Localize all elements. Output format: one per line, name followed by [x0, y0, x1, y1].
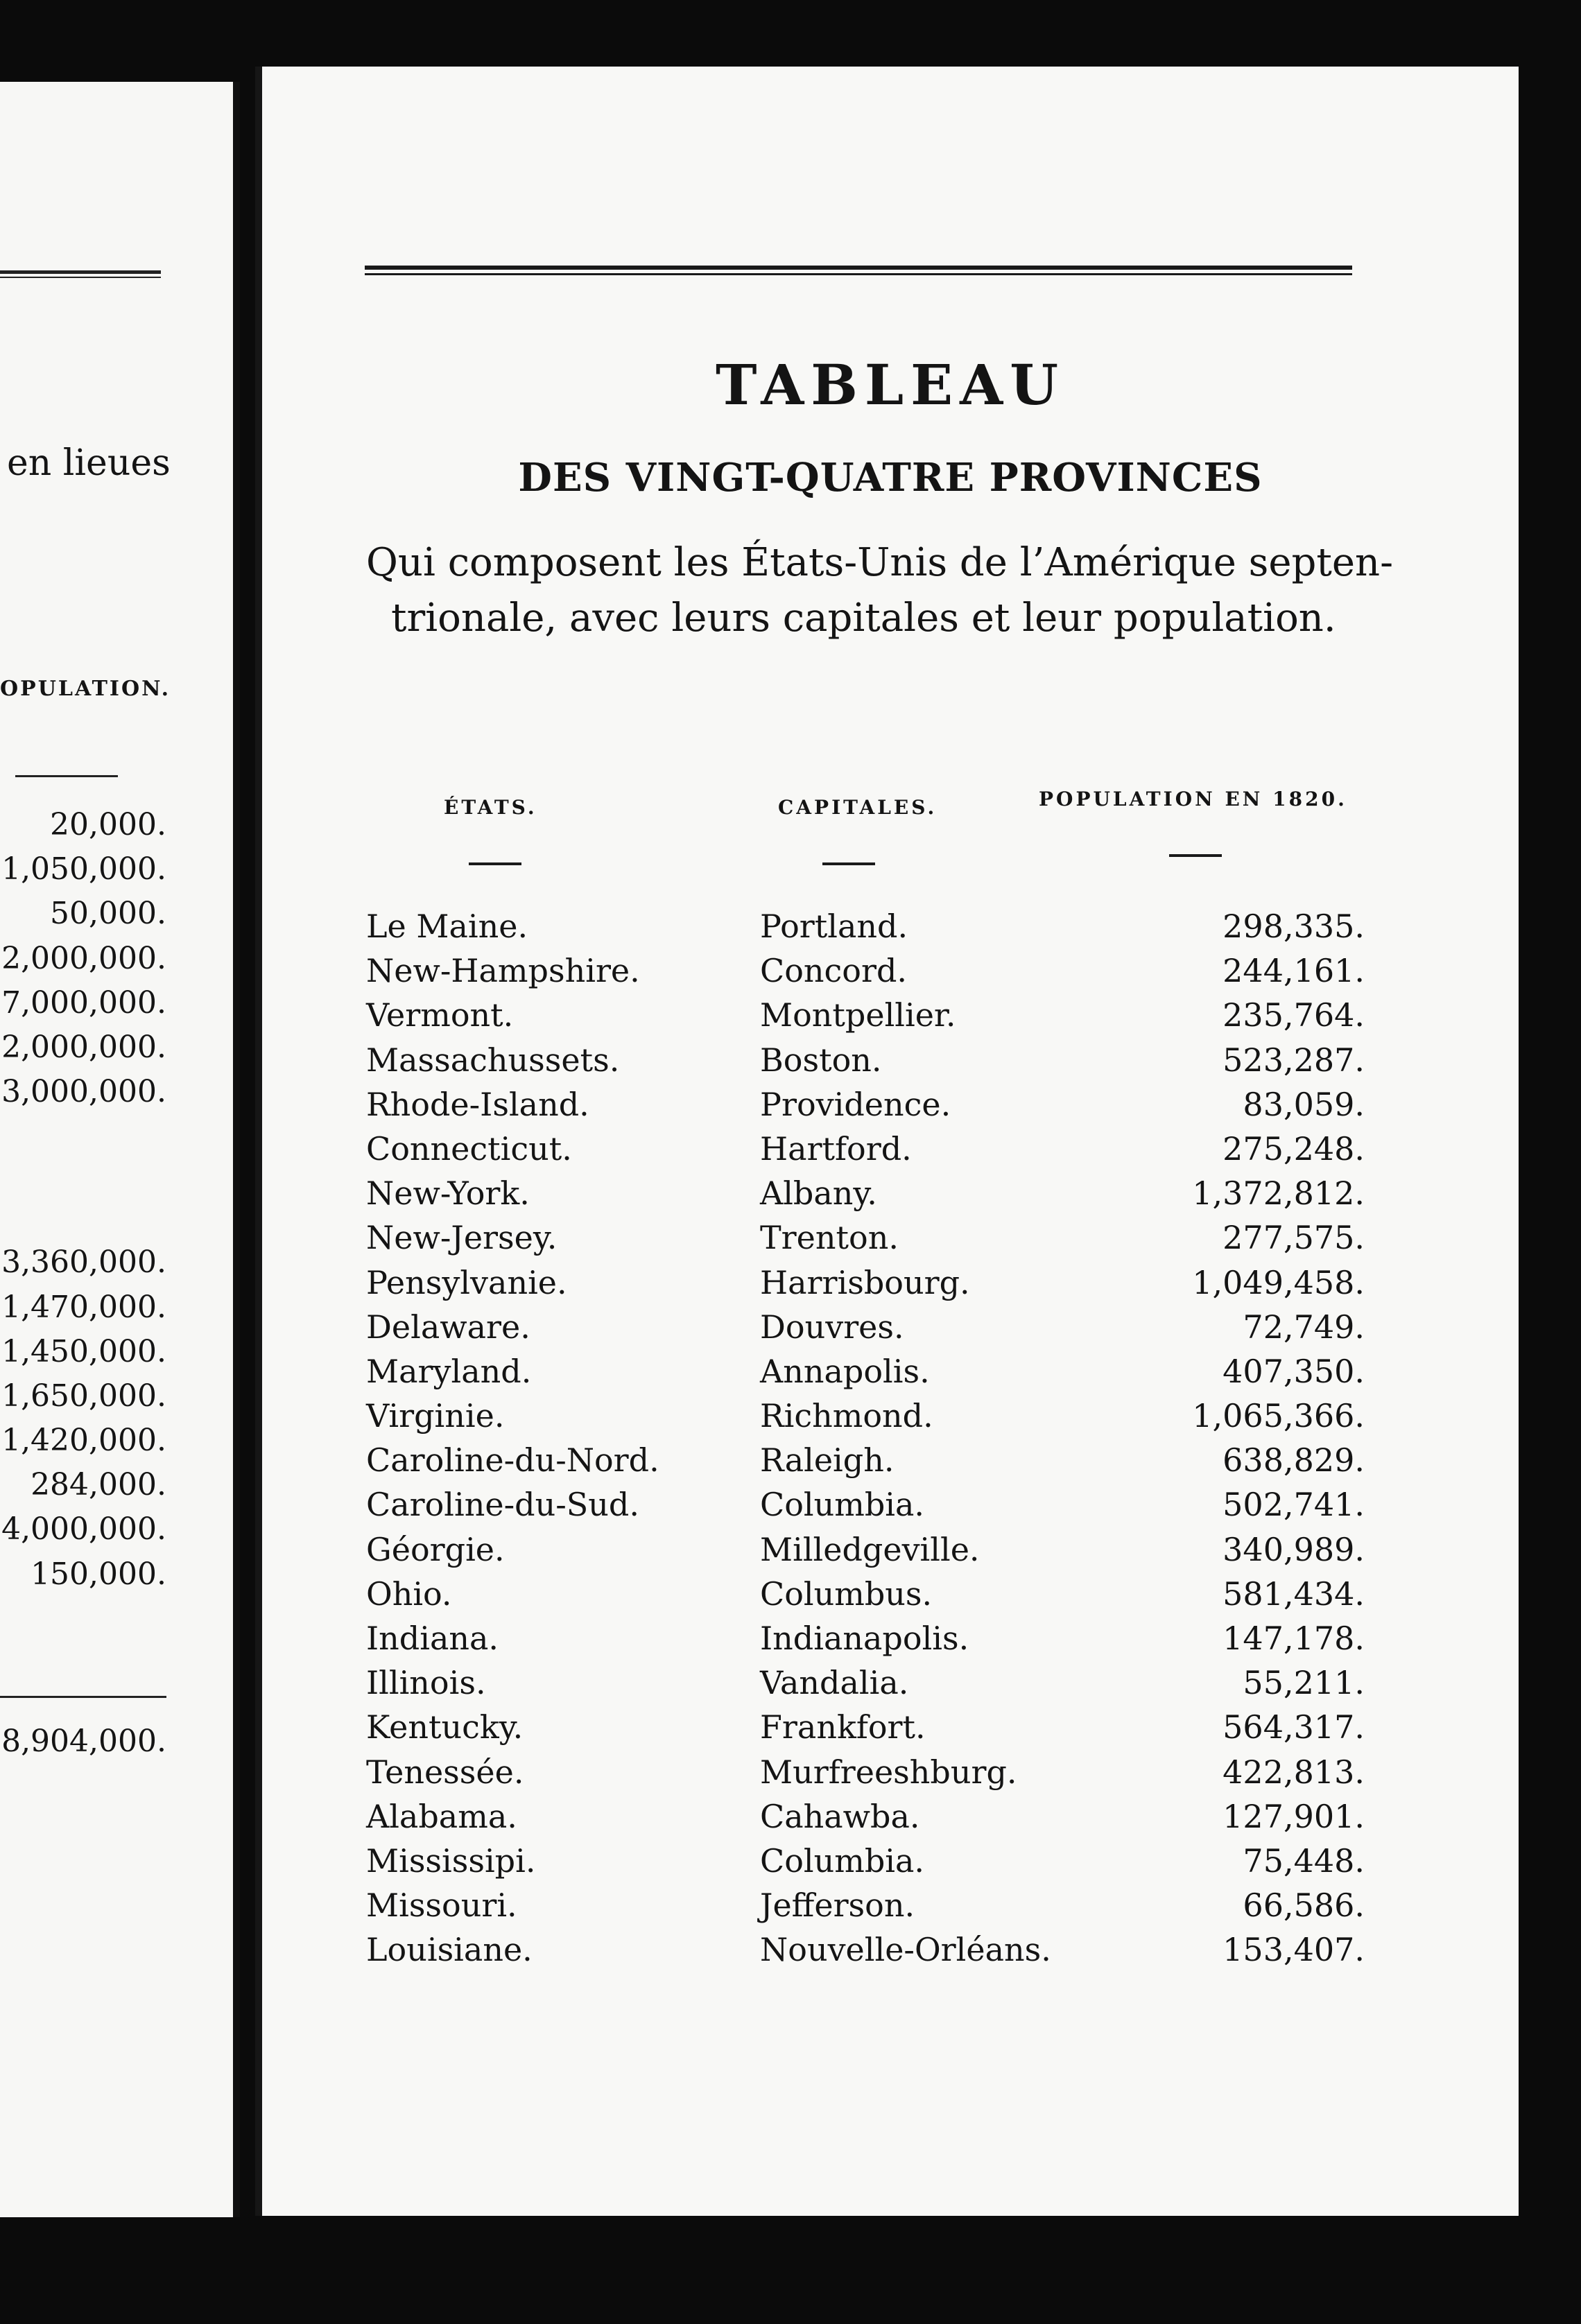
population-cell: 298,335. — [1223, 908, 1365, 945]
capital-cell: Concord. — [760, 952, 908, 990]
population-cell: 277,575. — [1223, 1219, 1365, 1257]
capital-cell: Cahawba. — [760, 1797, 920, 1835]
table-row — [366, 1038, 1365, 1082]
column-header-states: ÉTATS. — [444, 796, 537, 819]
capital-cell: Columbia. — [760, 1486, 925, 1524]
table-row — [366, 1660, 1365, 1705]
left-page-value: 1,650,000. — [1, 1378, 166, 1414]
state-cell: Delaware. — [366, 1308, 530, 1346]
state-cell: Kentucky. — [366, 1708, 524, 1746]
left-page-value: 50,000. — [50, 896, 166, 932]
scan-bottom-border — [0, 2217, 1581, 2324]
state-cell: Missouri. — [366, 1887, 517, 1925]
table-row — [366, 1215, 1365, 1260]
capital-cell: Annapolis. — [760, 1352, 930, 1390]
right-page — [255, 67, 1519, 2216]
capital-cell: Hartford. — [760, 1129, 912, 1168]
table-row — [366, 1794, 1365, 1839]
table-row — [366, 1883, 1365, 1927]
column-dash-states — [469, 862, 521, 865]
capital-cell: Milledgeville. — [760, 1530, 980, 1568]
table-row — [366, 1171, 1365, 1215]
left-page-gap — [1, 1114, 166, 1240]
capital-cell: Douvres. — [760, 1308, 904, 1346]
table-row — [366, 1750, 1365, 1794]
population-cell: 638,829. — [1223, 1441, 1365, 1480]
capital-cell: Vandalia. — [760, 1664, 909, 1702]
capital-cell: Montpellier. — [760, 996, 956, 1034]
table-row — [366, 1527, 1365, 1572]
population-cell: 275,248. — [1223, 1129, 1365, 1168]
table-row — [366, 904, 1365, 948]
top-double-rule — [365, 266, 1352, 275]
state-cell: Pensylvanie. — [366, 1263, 567, 1301]
state-cell: New-Jersey. — [366, 1219, 558, 1257]
state-cell: Mississipi. — [366, 1841, 536, 1880]
column-dash-population — [1169, 854, 1222, 857]
capital-cell: Columbia. — [760, 1841, 925, 1880]
capital-cell: Nouvelle-Orléans. — [760, 1931, 1051, 1969]
page-title: TABLEAU — [716, 352, 1065, 417]
table-row — [366, 1394, 1365, 1438]
population-cell: 407,350. — [1223, 1352, 1365, 1390]
capital-cell: Richmond. — [760, 1397, 933, 1435]
left-page-value: 3,360,000. — [1, 1245, 166, 1281]
table-row — [366, 1349, 1365, 1394]
left-page-value: 1,050,000. — [1, 851, 166, 887]
population-cell: 422,813. — [1223, 1753, 1365, 1791]
population-cell: 523,287. — [1223, 1041, 1365, 1079]
population-cell: 75,448. — [1243, 1841, 1365, 1880]
population-cell: 1,065,366. — [1192, 1397, 1365, 1435]
left-page-value: 4,000,000. — [1, 1511, 166, 1547]
capital-cell: Providence. — [760, 1085, 951, 1123]
left-page-total: 8,904,000. — [1, 1724, 166, 1759]
population-cell: 244,161. — [1223, 952, 1365, 990]
left-page-value: 1,420,000. — [1, 1423, 166, 1459]
table-row — [366, 948, 1365, 993]
description-line-1: Qui composent les États-Unis de l’Amérique septen- — [366, 540, 1393, 585]
capital-cell: Frankfort. — [760, 1708, 926, 1746]
population-cell: 147,178. — [1223, 1620, 1365, 1657]
table-row — [366, 1572, 1365, 1616]
left-page-unit-text: en lieues — [7, 442, 171, 484]
column-header-capitals: CAPITALES. — [778, 796, 938, 819]
capital-cell: Harrisbourg. — [760, 1263, 970, 1301]
state-cell: Connecticut. — [366, 1129, 572, 1168]
table-row — [366, 1438, 1365, 1482]
state-cell: Virginie. — [366, 1397, 505, 1435]
column-header-population: POPULATION EN 1820. — [1039, 788, 1347, 810]
population-table — [366, 904, 1365, 1972]
population-cell: 340,989. — [1223, 1530, 1365, 1568]
left-page-fragment — [0, 82, 240, 2217]
page-subtitle: DES VINGT-QUATRE PROVINCES — [518, 455, 1263, 501]
left-page-value: 20,000. — [50, 807, 166, 842]
population-cell: 55,211. — [1243, 1664, 1365, 1702]
state-cell: Caroline-du-Nord. — [366, 1441, 659, 1480]
table-row — [366, 1705, 1365, 1749]
left-page-value: 2,000,000. — [1, 1029, 166, 1065]
left-page-column-header: OPULATION. — [0, 677, 171, 701]
state-cell: Illinois. — [366, 1664, 486, 1702]
table-row — [366, 1482, 1365, 1527]
capital-cell: Portland. — [760, 908, 908, 945]
state-cell: Alabama. — [366, 1797, 517, 1835]
population-cell: 127,901. — [1223, 1797, 1365, 1835]
population-cell: 502,741. — [1223, 1486, 1365, 1524]
state-cell: Le Maine. — [366, 908, 528, 945]
capital-cell: Trenton. — [760, 1219, 899, 1257]
page-description — [366, 535, 1393, 646]
left-page-value: 7,000,000. — [1, 985, 166, 1021]
left-page-value: 1,450,000. — [1, 1333, 166, 1369]
capital-cell: Raleigh. — [760, 1441, 895, 1480]
state-cell: Rhode-Island. — [366, 1085, 589, 1123]
population-cell: 581,434. — [1223, 1575, 1365, 1613]
state-cell: Vermont. — [366, 996, 514, 1034]
population-cell: 153,407. — [1223, 1931, 1365, 1969]
state-cell: Maryland. — [366, 1352, 532, 1390]
capital-cell: Murfreeshburg. — [760, 1753, 1017, 1791]
left-page-header-rule — [15, 775, 118, 777]
capital-cell: Albany. — [760, 1174, 877, 1213]
state-cell: Tenessée. — [366, 1753, 524, 1791]
state-cell: Louisiane. — [366, 1931, 533, 1969]
population-cell: 564,317. — [1223, 1708, 1365, 1746]
population-cell: 1,372,812. — [1192, 1174, 1365, 1213]
left-page-value: 284,000. — [31, 1467, 166, 1503]
state-cell: Indiana. — [366, 1620, 499, 1657]
table-row — [366, 1616, 1365, 1660]
state-cell: Caroline-du-Sud. — [366, 1486, 639, 1524]
left-page-values-column — [1, 803, 166, 1597]
state-cell: New-Hampshire. — [366, 952, 640, 990]
state-cell: Géorgie. — [366, 1530, 505, 1568]
state-cell: New-York. — [366, 1174, 530, 1213]
table-row — [366, 993, 1365, 1037]
capital-cell: Jefferson. — [760, 1887, 915, 1925]
state-cell: Ohio. — [366, 1575, 452, 1613]
left-page-value: 150,000. — [31, 1556, 166, 1592]
table-row — [366, 1927, 1365, 1972]
table-row — [366, 1082, 1365, 1127]
capital-cell: Columbus. — [760, 1575, 933, 1613]
population-cell: 83,059. — [1243, 1085, 1365, 1123]
capital-cell: Boston. — [760, 1041, 882, 1079]
table-row — [366, 1839, 1365, 1883]
table-row — [366, 1127, 1365, 1171]
column-dash-capitals — [822, 862, 875, 865]
table-row — [366, 1305, 1365, 1349]
left-page-value: 2,000,000. — [1, 940, 166, 976]
population-cell: 1,049,458. — [1192, 1263, 1365, 1301]
left-page-value: 1,470,000. — [1, 1289, 166, 1325]
capital-cell: Indianapolis. — [760, 1620, 969, 1657]
left-page-double-rule — [0, 270, 161, 278]
table-row — [366, 1260, 1365, 1305]
population-cell: 235,764. — [1223, 996, 1365, 1034]
left-page-total-rule — [0, 1696, 166, 1698]
state-cell: Massachussets. — [366, 1041, 620, 1079]
population-cell: 66,586. — [1243, 1887, 1365, 1925]
population-cell: 72,749. — [1243, 1308, 1365, 1346]
description-line-2: trionale, avec leurs capitales et leur population. — [391, 596, 1336, 641]
left-page-value: 3,000,000. — [1, 1074, 166, 1110]
